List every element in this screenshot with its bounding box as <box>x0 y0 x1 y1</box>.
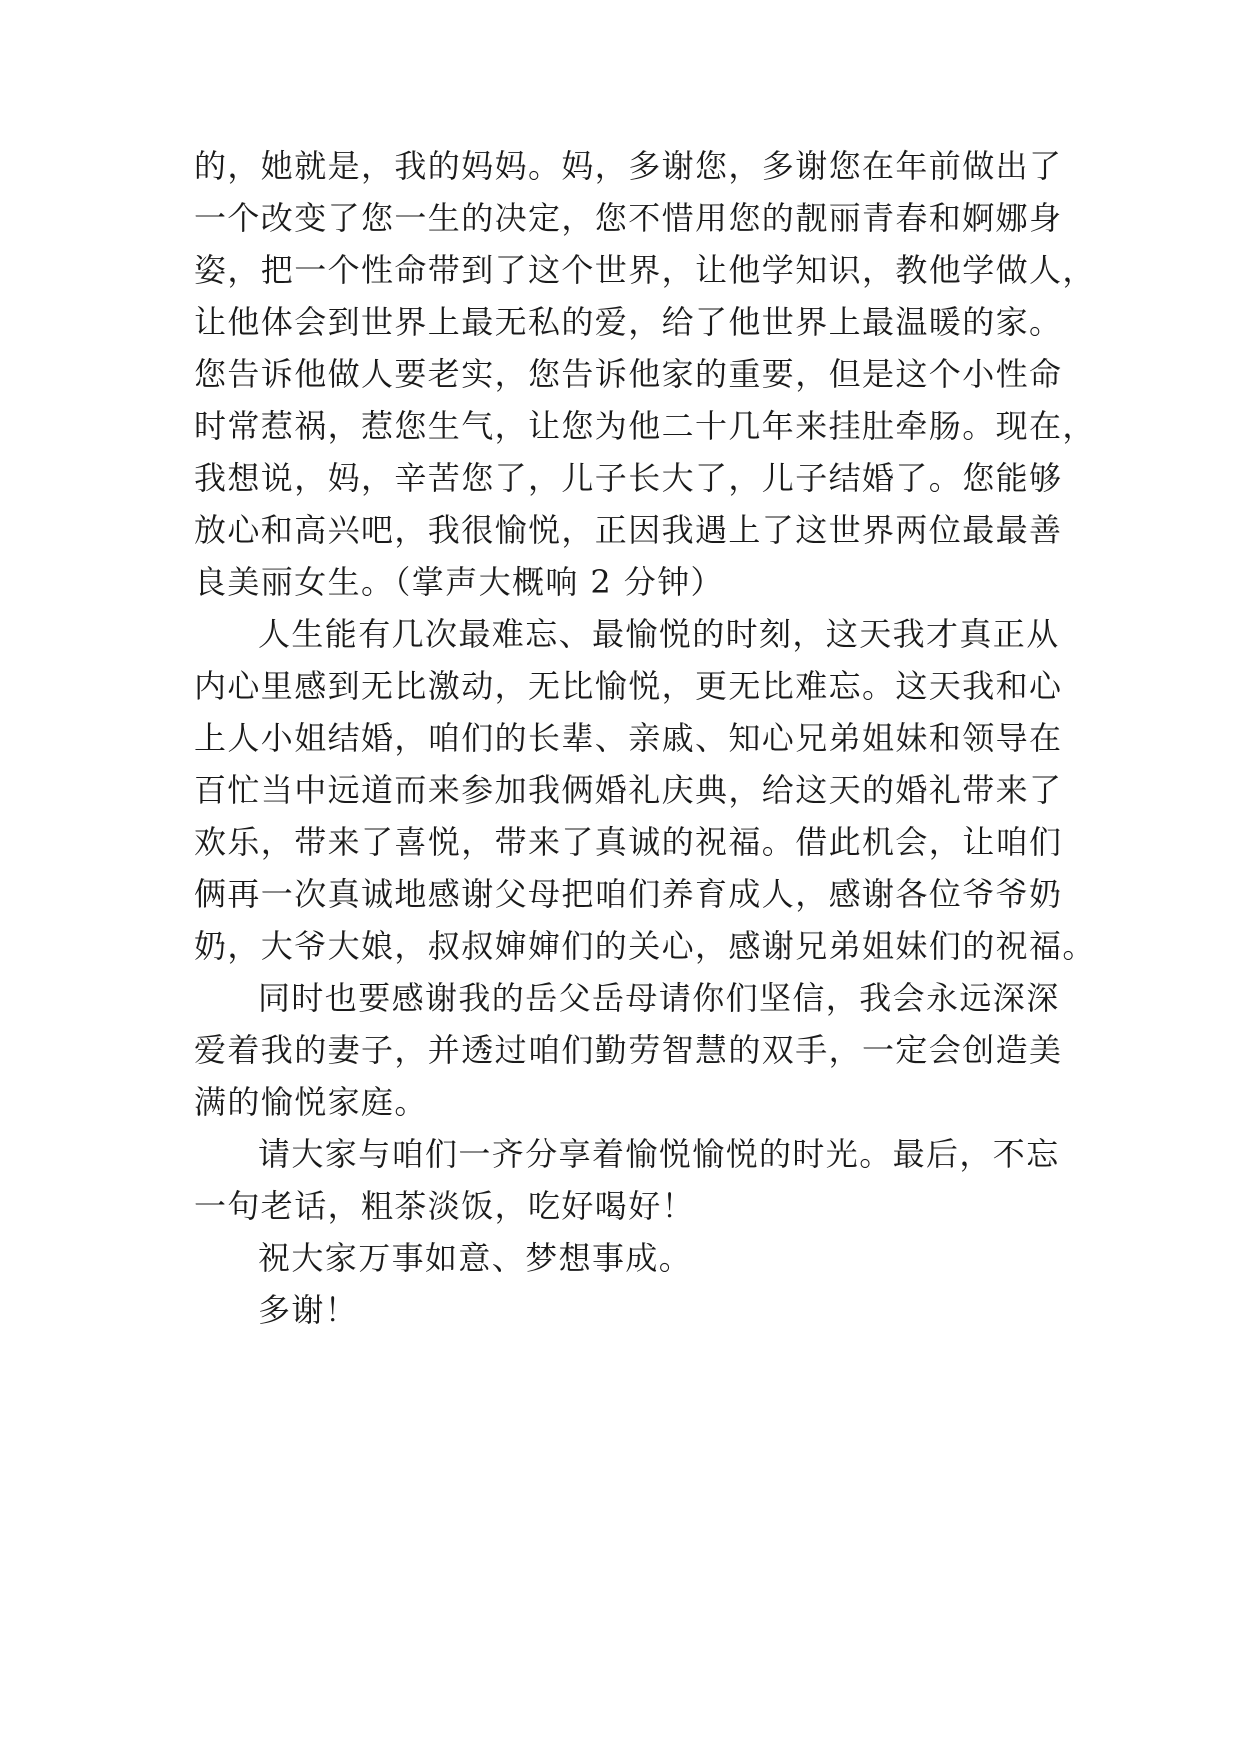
paragraph-1-line-8: 放心和高兴吧，我很愉悦，正因我遇上了这世界两位最最善 <box>194 511 1063 549</box>
paragraph-1-line-5: 您告诉他做人要老实，您告诉他家的重要，但是这个小性命 <box>194 355 1063 393</box>
paragraph-3-line-1: 同时也要感谢我的岳父岳母请你们坚信，我会永远深深 <box>258 979 1060 1017</box>
paragraph-3-line-2: 爱着我的妻子，并透过咱们勤劳智慧的双手，一定会创造美 <box>194 1031 1063 1069</box>
paragraph-1-line-7: 我想说，妈，辛苦您了，儿子长大了，儿子结婚了。您能够 <box>194 459 1063 497</box>
paragraph-2-line-5: 欢乐，带来了喜悦，带来了真诚的祝福。借此机会，让咱们 <box>194 823 1063 861</box>
paragraph-1-line-4: 让他体会到世界上最无私的爱，给了他世界上最温暖的家。 <box>194 303 1063 341</box>
paragraph-1-line-2: 一个改变了您一生的决定，您不惜用您的靓丽青春和婀娜身 <box>194 199 1063 237</box>
paragraph-2-line-6: 俩再一次真诚地感谢父母把咱们养育成人，感谢各位爷爷奶 <box>194 875 1063 913</box>
paragraph-2-line-4: 百忙当中远道而来参加我俩婚礼庆典，给这天的婚礼带来了 <box>194 771 1063 809</box>
paragraph-2-line-1: 人生能有几次最难忘、最愉悦的时刻，这天我才真正从 <box>258 615 1060 653</box>
paragraph-1-line-3: 姿，把一个性命带到了这个世界，让他学知识，教他学做人， <box>194 251 1096 289</box>
paragraph-2-line-3: 上人小姐结婚，咱们的长辈、亲戚、知心兄弟姐妹和领导在 <box>194 719 1063 757</box>
paragraph-2-line-7: 奶，大爷大娘，叔叔婶婶们的关心，感谢兄弟姐妹们的祝福。 <box>194 927 1096 965</box>
paragraph-4-line-1: 请大家与咱们一齐分享着愉悦愉悦的时光。最后，不忘 <box>258 1135 1060 1173</box>
paragraph-1-line-1: 的，她就是，我的妈妈。妈，多谢您，多谢您在年前做出了 <box>194 147 1063 185</box>
paragraph-1-line-6: 时常惹祸，惹您生气，让您为他二十几年来挂肚牵肠。现在， <box>194 407 1096 445</box>
paragraph-1-line-9: 良美丽女生。（掌声大概响 2 分钟） <box>194 563 724 601</box>
paragraph-6-line-1: 多谢！ <box>258 1291 359 1329</box>
paragraph-4-line-2: 一句老话，粗茶淡饭，吃好喝好！ <box>194 1187 696 1225</box>
paragraph-2-line-2: 内心里感到无比激动，无比愉悦，更无比难忘。这天我和心 <box>194 667 1063 705</box>
paragraph-5-line-1: 祝大家万事如意、梦想事成。 <box>258 1239 693 1277</box>
paragraph-3-line-3: 满的愉悦家庭。 <box>194 1083 428 1121</box>
